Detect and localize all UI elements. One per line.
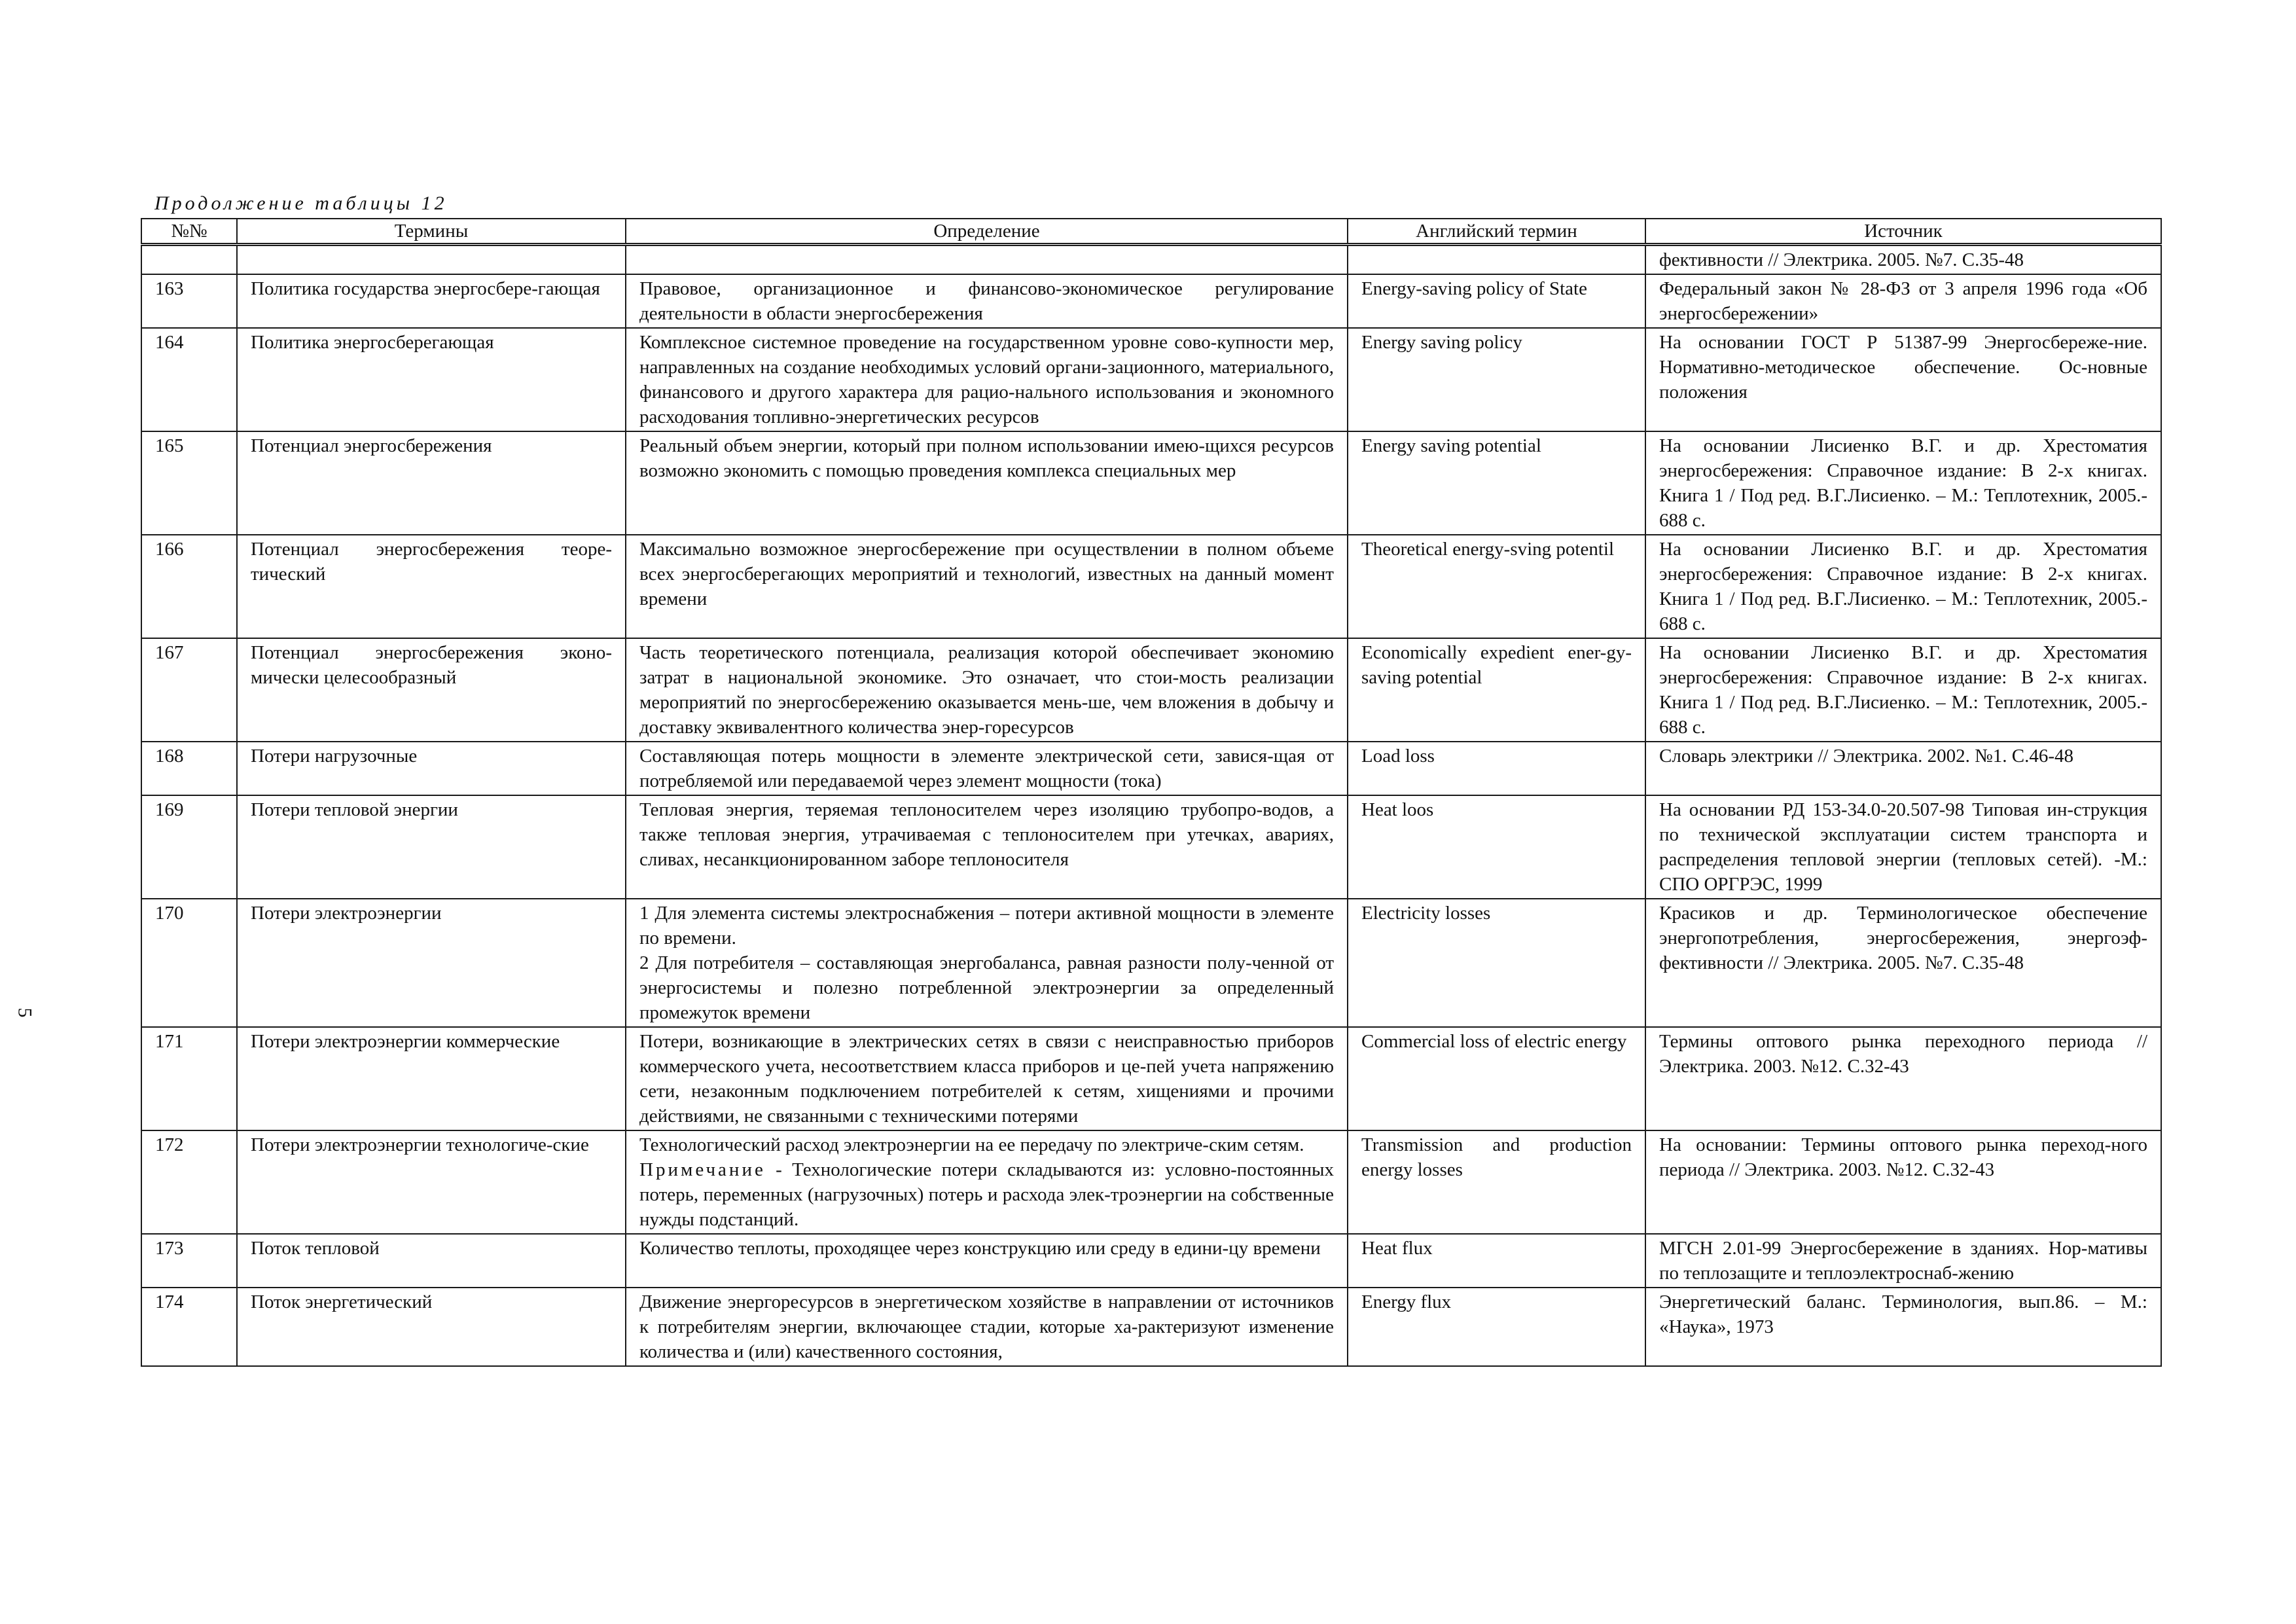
- terms-table: [141, 218, 2162, 1367]
- cell-english: Load loss: [1348, 742, 1645, 795]
- cell-term: Потенциал энергосбережения эконо-мически целесообразный: [237, 638, 626, 742]
- cell-num: 167: [141, 638, 237, 742]
- cell-term: Поток энергетический: [237, 1288, 626, 1366]
- table-row: [141, 638, 2161, 742]
- cell-english: Energy saving potential: [1348, 431, 1645, 535]
- cell-definition: [626, 245, 1348, 275]
- cell-num: 172: [141, 1130, 237, 1234]
- cell-num: 164: [141, 328, 237, 431]
- cell-definition: [626, 1234, 1348, 1288]
- cell-source: На основании РД 153-34.0-20.507-98 Типовая ин-струкция по технической эксплуатации систем транспорта и распределения тепловой энергии (тепловых сетей). -М.: СПО ОРГРЭС, 1999: [1645, 795, 2161, 899]
- note-text: 2 Для потребителя – составляющая энергобаланса, равная разности полу-ченной от энергосистемы и полезно потребленной электроэнергии за определенный промежуток времени: [639, 952, 1334, 1023]
- cell-definition: [626, 1027, 1348, 1130]
- cell-definition: [626, 1288, 1348, 1366]
- cell-english: [1348, 245, 1645, 275]
- cell-source: На основании ГОСТ Р 51387-99 Энергосбереже-ние. Нормативно-методическое обеспечение. Ос-новные положения: [1645, 328, 2161, 431]
- cell-num: 168: [141, 742, 237, 795]
- cell-num: [141, 245, 237, 275]
- table-row: [141, 795, 2161, 899]
- cell-english: Energy saving policy: [1348, 328, 1645, 431]
- cell-source: Федеральный закон № 28-ФЗ от 3 апреля 1996 года «Об энергосбережении»: [1645, 274, 2161, 328]
- note-label: Примечание: [639, 1159, 766, 1180]
- cell-term: Поток тепловой: [237, 1234, 626, 1288]
- cell-term: Потери тепловой энергии: [237, 795, 626, 899]
- cell-english: Commercial loss of electric energy: [1348, 1027, 1645, 1130]
- cell-num: 170: [141, 899, 237, 1027]
- cell-term: Потери электроэнергии: [237, 899, 626, 1027]
- definition-text: Реальный объем энергии, который при полном использовании имею-щихся ресурсов возможно экономить с помощью проведения комплекса специальных мер: [639, 435, 1334, 481]
- cell-definition: [626, 431, 1348, 535]
- definition-text: Правовое, организационное и финансово-экономическое регулирование деятельности в области энергосбережения: [639, 278, 1334, 324]
- definition-text: Потери, возникающие в электрических сетях в связи с неисправностью приборов коммерческого учета, несоответствием класса приборов и це-пей учета напряжению сети, незаконным подключением потребителей к сетям, хищениями и прочими действиями, не связанными с техническими потерями: [639, 1031, 1334, 1127]
- cell-num: 173: [141, 1234, 237, 1288]
- definition-text: Комплексное системное проведение на государственном уровне сово-купности мер, направленных на создание необходимых условий органи-зационного, материального, финансового и другого характера для рацио-нального использования и экономного расходования топливно-энергетических ресурсов: [639, 332, 1334, 427]
- cell-term: Потенциал энергосбережения: [237, 431, 626, 535]
- table-row: [141, 899, 2161, 1027]
- table-caption: Продолжение таблицы 12: [154, 192, 448, 214]
- cell-source: Словарь электрики // Электрика. 2002. №1. С.46-48: [1645, 742, 2161, 795]
- cell-term: Политика энергосберегающая: [237, 328, 626, 431]
- page-number: 5: [14, 1007, 36, 1018]
- definition-text: Количество теплоты, проходящее через конструкцию или среду в едини-цу времени: [639, 1238, 1321, 1259]
- cell-term: Потери нагрузочные: [237, 742, 626, 795]
- header-row: [141, 219, 2161, 245]
- cell-source: Термины оптового рынка переходного периода // Электрика. 2003. №12. С.32-43: [1645, 1027, 2161, 1130]
- header-english-term: Английский термин: [1348, 219, 1645, 245]
- cell-source: МГСН 2.01-99 Энергосбережение в зданиях. Нор-мативы по теплозащите и теплоэлектроснаб-жению: [1645, 1234, 2161, 1288]
- cell-term: Потери электроэнергии технологиче-ские: [237, 1130, 626, 1234]
- cell-num: 169: [141, 795, 237, 899]
- cell-english: Heat loos: [1348, 795, 1645, 899]
- cell-num: 166: [141, 535, 237, 638]
- cell-english: Electricity losses: [1348, 899, 1645, 1027]
- header-term: Термины: [237, 219, 626, 245]
- cell-definition: [626, 1130, 1348, 1234]
- table-row: [141, 742, 2161, 795]
- cell-definition: [626, 328, 1348, 431]
- table-row: [141, 1027, 2161, 1130]
- cell-english: Transmission and production energy losses: [1348, 1130, 1645, 1234]
- definition-note: [639, 1157, 1334, 1232]
- cell-num: 163: [141, 274, 237, 328]
- cell-source: На основании Лисиенко В.Г. и др. Хрестоматия энергосбережения: Справочное издание: В 2-х книгах. Книга 1 / Под ред. В.Г.Лисиенко. – М.: Теплотехник, 2005.- 688 с.: [1645, 638, 2161, 742]
- cell-term: Потери электроэнергии коммерческие: [237, 1027, 626, 1130]
- cell-definition: [626, 899, 1348, 1027]
- cell-term: [237, 245, 626, 275]
- cell-english: Theoretical energy-sving potentil: [1348, 535, 1645, 638]
- cell-english: Economically expedient ener-gy-saving potential: [1348, 638, 1645, 742]
- cell-definition: [626, 638, 1348, 742]
- definition-text: Составляющая потерь мощности в элементе электрической сети, завися-щая от потребляемой или передаваемой через элемент мощности (тока): [639, 746, 1334, 791]
- cell-english: Heat flux: [1348, 1234, 1645, 1288]
- header-num: №№: [141, 219, 237, 245]
- cell-num: 174: [141, 1288, 237, 1366]
- definition-text: Тепловая энергия, теряемая теплоносителем через изоляцию трубопро-водов, а также тепловая энергия, утрачиваемая с теплоносителем при утечках, авариях, сливах, несанкционированном заборе теплоносителя: [639, 799, 1334, 870]
- cell-source: Энергетический баланс. Терминология, вып.86. – М.: «Наука», 1973: [1645, 1288, 2161, 1366]
- definition-text: Движение энергоресурсов в энергетическом хозяйстве в направлении от источников к потребителям энергии, включающее стадии, которые ха-рактеризуют изменение количества и (или) качественного состояния,: [639, 1291, 1334, 1362]
- cell-source: На основании Лисиенко В.Г. и др. Хрестоматия энергосбережения: Справочное издание: В 2-х книгах. Книга 1 / Под ред. В.Г.Лисиенко. – М.: Теплотехник, 2005.- 688 с.: [1645, 431, 2161, 535]
- header-definition: Определение: [626, 219, 1348, 245]
- continuation-row: [141, 245, 2161, 275]
- cell-english: Energy flux: [1348, 1288, 1645, 1366]
- header-source: Источник: [1645, 219, 2161, 245]
- cell-english: Energy-saving policy of State: [1348, 274, 1645, 328]
- definition-text: Часть теоретического потенциала, реализация которой обеспечивает экономию затрат в национальной экономике. Это означает, что стои-мость реализации мероприятий по энергосбережению оказывается мень-ше, чем вложения в добычу и доставку эквивалентного количества энер-горесурсов: [639, 642, 1334, 738]
- table-row: [141, 328, 2161, 431]
- cell-definition: [626, 535, 1348, 638]
- table-row: [141, 535, 2161, 638]
- cell-source: Красиков и др. Терминологическое обеспечение энергопотребления, энергосбережения, энергоэф-фективности // Электрика. 2005. №7. С.35-48: [1645, 899, 2161, 1027]
- cell-num: 165: [141, 431, 237, 535]
- definition-text: 1 Для элемента системы электроснабжения – потери активной мощности в элементе по времени.: [639, 903, 1334, 948]
- cell-source: На основании Лисиенко В.Г. и др. Хрестоматия энергосбережения: Справочное издание: В 2-х книгах. Книга 1 / Под ред. В.Г.Лисиенко. – М.: Теплотехник, 2005.- 688 с.: [1645, 535, 2161, 638]
- cell-source: фективности // Электрика. 2005. №7. С.35-48: [1645, 245, 2161, 275]
- cell-num: 171: [141, 1027, 237, 1130]
- table-row: [141, 431, 2161, 535]
- definition-text: Технологический расход электроэнергии на ее передачу по электриче-ским сетям.: [639, 1134, 1304, 1155]
- cell-definition: [626, 742, 1348, 795]
- cell-term: Потенциал энергосбережения теоре-тический: [237, 535, 626, 638]
- cell-source: На основании: Термины оптового рынка переход-ного периода // Электрика. 2003. №12. С.32-43: [1645, 1130, 2161, 1234]
- definition-text: Максимально возможное энергосбережение при осуществлении в полном объеме всех энергосберегающих мероприятий и технологий, известных на данный момент времени: [639, 539, 1334, 609]
- table-row: [141, 1288, 2161, 1366]
- cell-definition: [626, 795, 1348, 899]
- note-text: - Технологические потери складываются из: условно-постоянных потерь, переменных (нагрузочных) потерь и расхода элек-троэнергии на собственные нужды подстанций.: [639, 1159, 1334, 1230]
- cell-term: Политика государства энергосбере-гающая: [237, 274, 626, 328]
- definition-note: [639, 950, 1334, 1025]
- table-row: [141, 1234, 2161, 1288]
- cell-definition: [626, 274, 1348, 328]
- table-row: [141, 274, 2161, 328]
- table-row: [141, 1130, 2161, 1234]
